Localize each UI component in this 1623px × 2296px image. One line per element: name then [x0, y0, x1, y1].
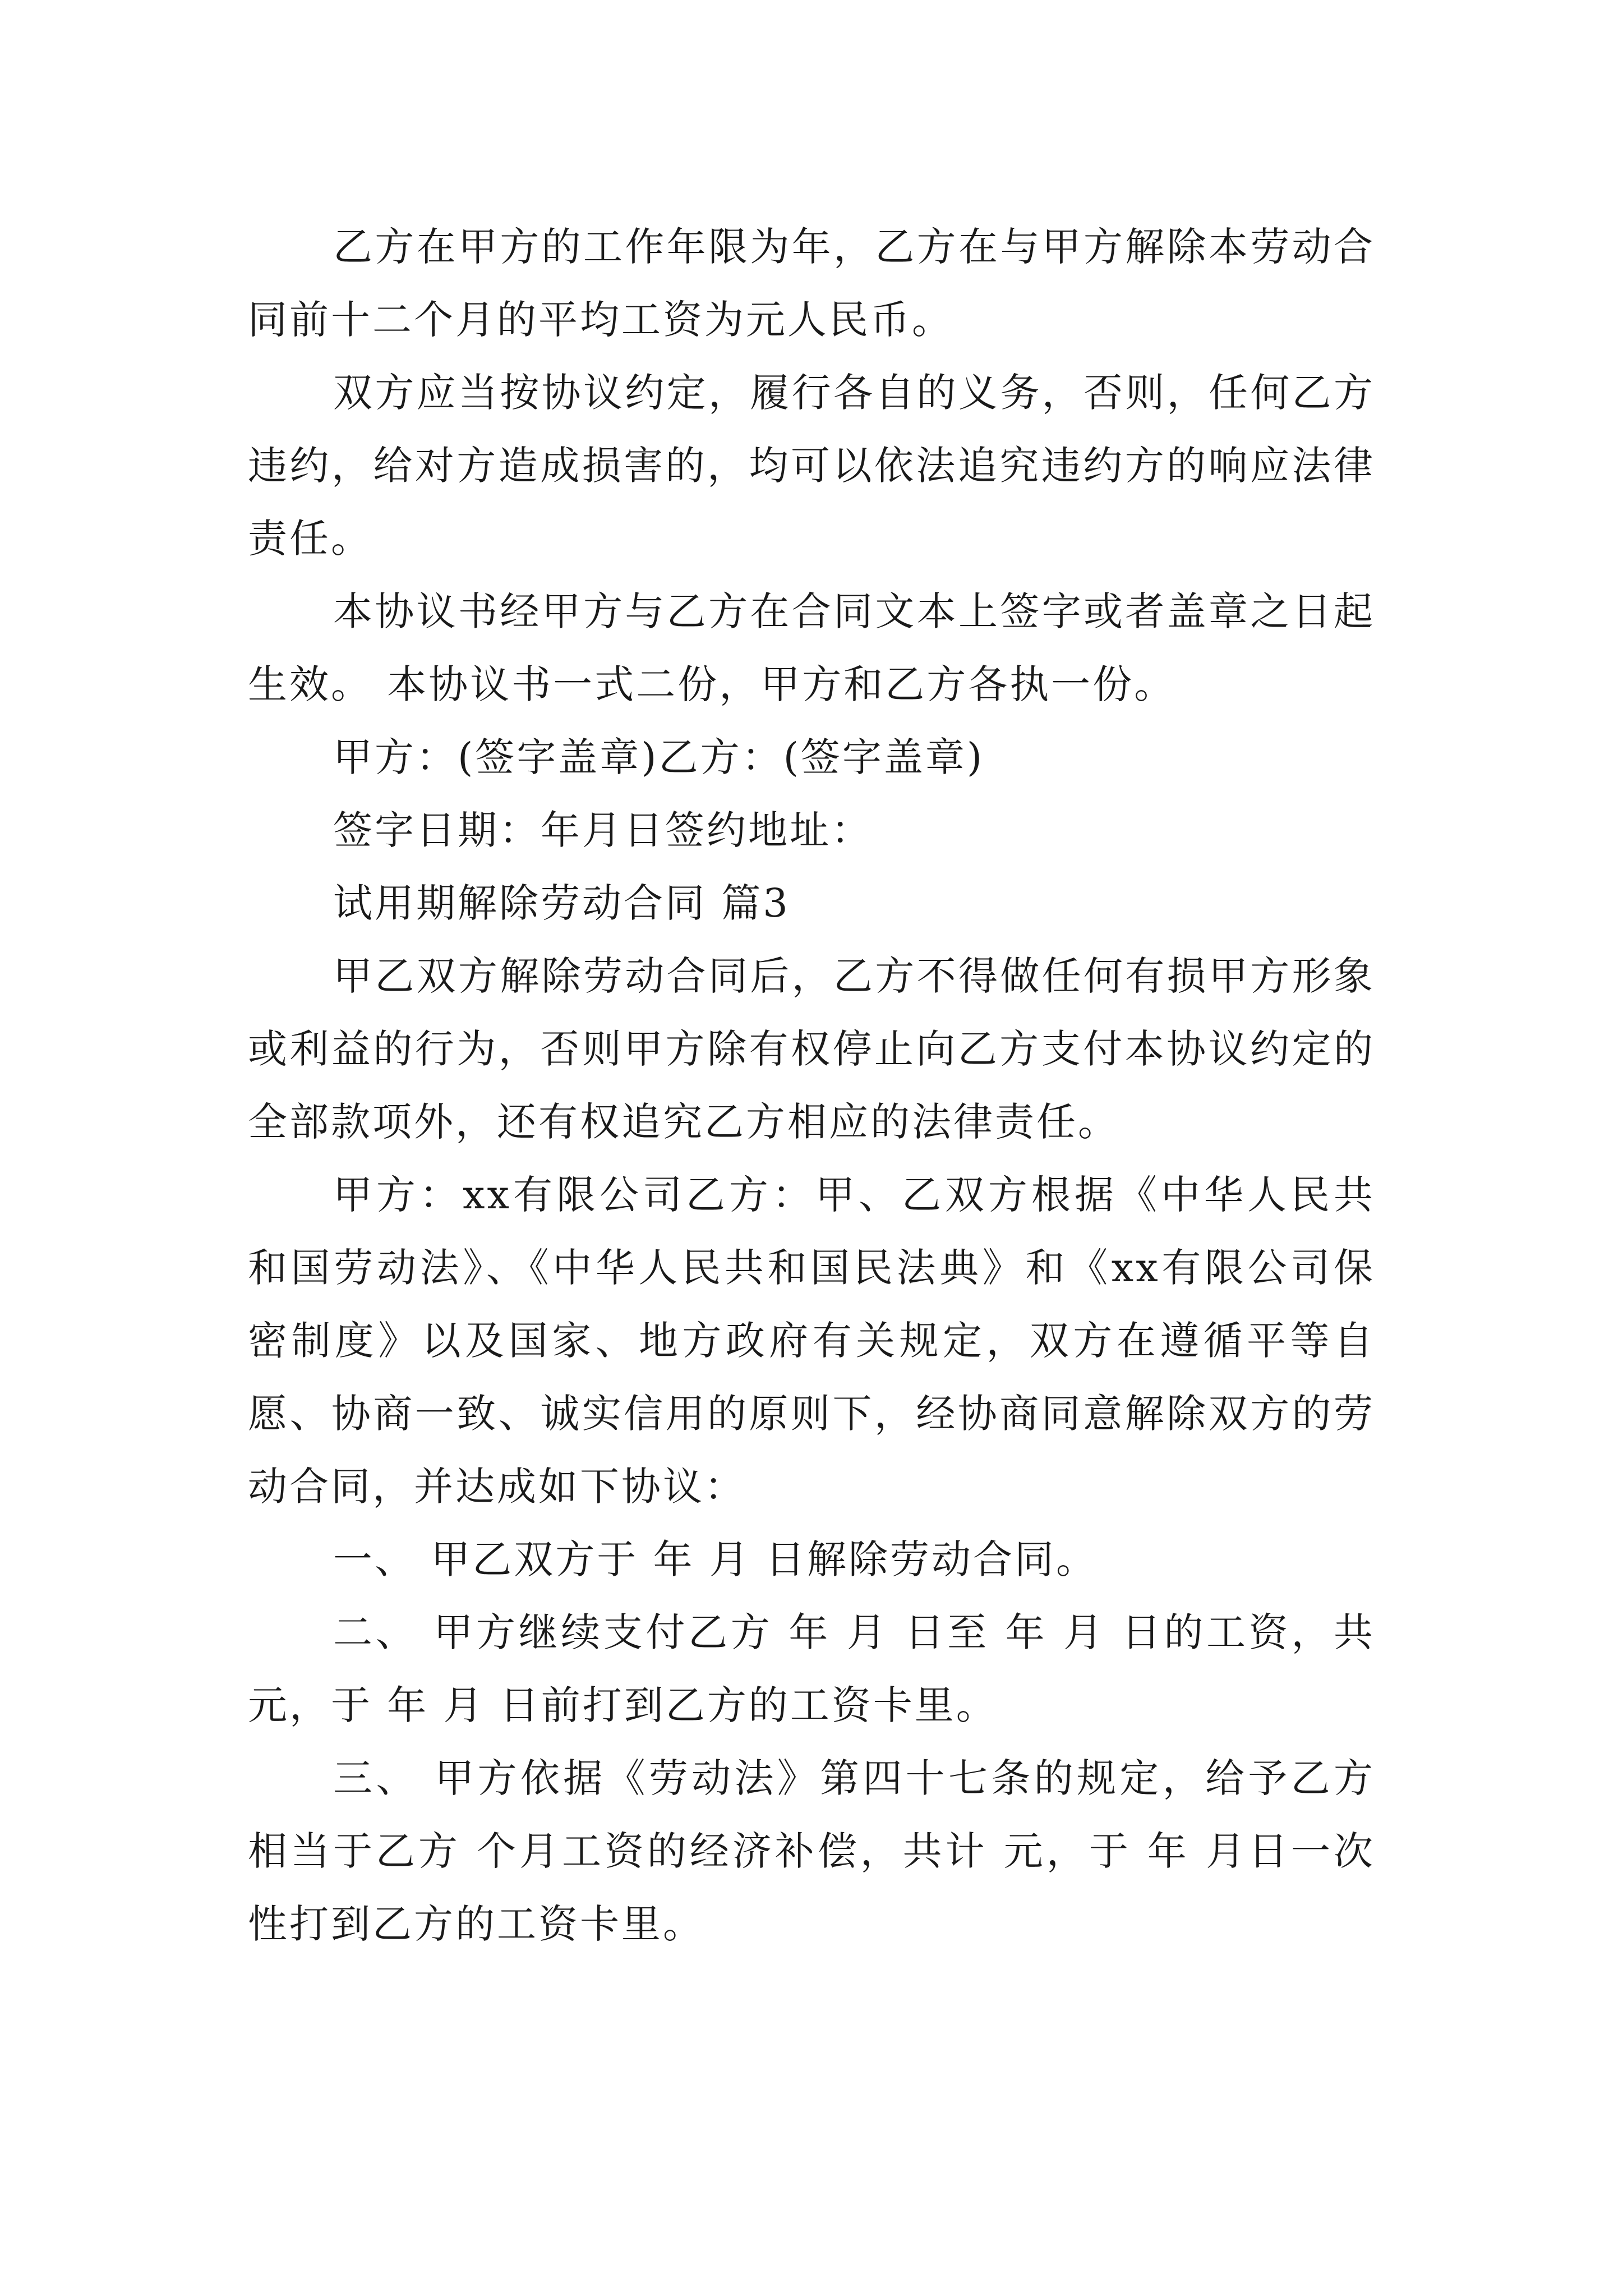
paragraph-conduct: 甲乙双方解除劳动合同后，乙方不得做任何有损甲方形象或利益的行为，否则甲方除有权停止向乙方支付本协议约定的全部款项外，还有权追究乙方相应的法律责任。 [248, 953, 1375, 1145]
section-heading: 试用期解除劳动合同 篇3 [333, 880, 790, 926]
paragraph-sign-date: 签字日期：年月日签约地址： [333, 807, 873, 853]
paragraph-signatures: 甲方：(签字盖章)乙方：(签字盖章) [333, 734, 985, 780]
paragraph-effective: 本协议书经甲方与乙方在合同文本上签字或者盖章之日起生效。 本协议书一式二份，甲方和乙方各执一份。 [248, 588, 1375, 707]
paragraph-work-years: 乙方在甲方的工作年限为年，乙方在与甲方解除本劳动合同前十二个月的平均工资为元人民币。 [248, 224, 1375, 343]
document-body [248, 210, 1375, 1961]
clause-two: 二、 甲方继续支付乙方 年 月 日至 年 月 日的工资，共 元，于 年 月 日前打到乙方的工资卡里。 [248, 1609, 1375, 1728]
paragraph-parties: 甲方：xx有限公司乙方：甲、乙双方根据《中华人民共和国劳动法》、《中华人民共和国民法典》和《xx有限公司保密制度》以及国家、地方政府有关规定，双方在遵循平等自愿、协商一致、诚实信用的原则下，经协商同意解除双方的劳动合同，并达成如下协议： [248, 1172, 1375, 1510]
clause-three: 三、 甲方依据《劳动法》第四十七条的规定，给予乙方相当于乙方 个月工资的经济补偿，共计 元，于 年 月日一次性打到乙方的工资卡里。 [248, 1755, 1375, 1947]
clause-one: 一、 甲乙双方于 年 月 日解除劳动合同。 [333, 1536, 1098, 1582]
paragraph-obligations: 双方应当按协议约定，履行各自的义务，否则，任何乙方违约，给对方造成损害的，均可以依法追究违约方的响应法律责任。 [248, 370, 1375, 562]
